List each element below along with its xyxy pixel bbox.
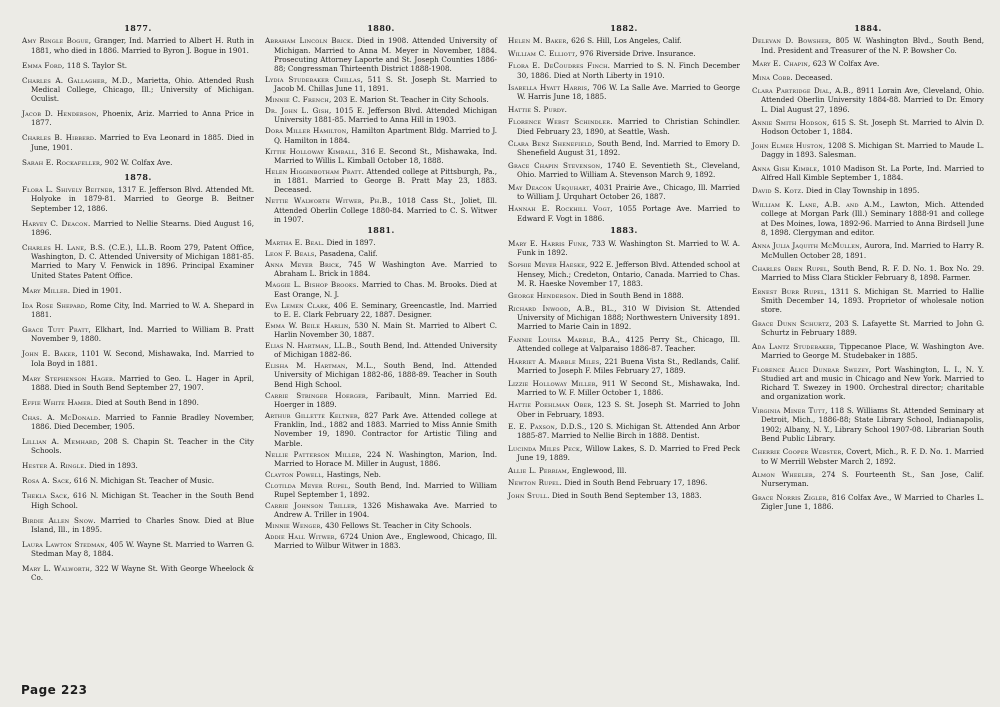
alumni-details: 816 Colfax Ave., W Married to Charles L. Zigler June 1, 1886. (761, 492, 984, 512)
alumni-name: Nellie Patterson Miller, (265, 449, 362, 459)
alumni-name: Helen Higginbotham Pratt. (265, 166, 365, 176)
alumni-details: 203 E. Marion St. Teacher in City Schools. (331, 95, 489, 105)
alumni-entry (22, 243, 254, 280)
alumni-details: Died in South Bend September 13, 1883. (549, 490, 702, 500)
column-1 (22, 22, 254, 588)
alumni-name: Grace Tutt Pratt, (22, 324, 91, 334)
alumni-name: Laura Lawton Stedman, (22, 539, 108, 549)
alumni-details: Attended college at Pittsburgh, Pa., in 1881. Married to George B. Pratt May 23, 1883. Deceased. (274, 166, 497, 195)
alumni-entry (265, 36, 497, 73)
alumni-name: Nettie Walworth Witwer, Ph.B., (265, 196, 393, 206)
alumni-entry (265, 147, 497, 166)
alumni-details: South Bend, Ind. Married to William Rupel September 1, 1892. (274, 480, 497, 499)
alumni-details: 530 N. Main St. Married to Albert C. Harlin November 30, 1887. (274, 320, 497, 340)
alumni-details: Married to S. N. Finch December 30, 1886. Died at North Liberty in 1910. (517, 61, 740, 80)
alumni-details: 203 S. Lafayette St. Married to John G. Schurtz in February 1889. (761, 318, 984, 338)
alumni-name: Thekla Sack, (22, 491, 70, 501)
alumni-name: Helen M. Baker, (508, 36, 569, 46)
alumni-details: 616 N. Michigan St. Teacher in the South Bend High School. (31, 491, 254, 510)
alumni-name: Mary L. Walworth, (22, 564, 93, 574)
alumni-entry (752, 200, 984, 237)
alumni-entry (265, 280, 497, 299)
alumni-entry (265, 238, 497, 247)
alumni-name: Jacob D. Henderson, (22, 109, 99, 119)
alumni-details: Married to Geo. L. Hager in April, 1888. Died in South Bend September 27, 1907. (31, 373, 254, 392)
alumni-entry (22, 61, 254, 70)
alumni-name: Flora L. Shively Beitner, (22, 184, 116, 194)
alumni-entry (22, 185, 254, 213)
alumni-entry (508, 204, 740, 223)
alumni-details: Phoenix, Ariz. Married to Anna Price in 1877. (31, 109, 254, 128)
alumni-name: Emma W. Beile Harlin, (265, 320, 351, 330)
alumni-name: Delevan D. Bowsher, (752, 36, 832, 46)
alumni-details: Faribault, Minn. Married Ed. Hoerger in 1889. (274, 390, 497, 409)
alumni-details: Deceased. (792, 72, 833, 82)
alumni-details: 1101 W. Second, Mishawaka, Ind. Married to Iola Boyd in 1881. (31, 349, 254, 368)
alumni-details: 745 W Washington Ave. Married to Abraham L. Brick in 1884. (274, 260, 497, 279)
alumni-details: 310 W Division St. Attended University of Michigan 1888; Northwestern University 1891. Married to Marie Cain in 1892. (517, 303, 741, 332)
alumni-entry (508, 36, 740, 45)
alumni-entry (265, 106, 497, 125)
alumni-details: Married to Eva Leonard in 1885. Died in June, 1901. (31, 133, 254, 152)
alumni-details: Covert, Mich., R. F. D. No. 1. Married to W Merrill Webster March 2, 1892. (761, 447, 984, 466)
alumni-name: John Elmer Huston, (752, 140, 826, 150)
alumni-entry (752, 365, 984, 402)
alumni-entry (508, 335, 740, 354)
alumni-name: Clayton Powell, (265, 469, 325, 479)
alumni-details: 430 Fellows St. Teacher in City Schools. (322, 521, 472, 531)
alumni-entry (752, 73, 984, 82)
alumni-entry (752, 141, 984, 160)
alumni-name: Harvey C. Deacon. (22, 218, 91, 228)
alumni-entry (508, 83, 740, 102)
alumni-entry (752, 342, 984, 361)
alumni-details: Died in 1897. (324, 238, 376, 248)
alumni-details: Tippecanoe Place, W. Washington Ave. Married to George M. Studebaker in 1885. (761, 341, 984, 361)
column-4 (752, 22, 984, 516)
alumni-details: Died in South Bend February 17, 1896. (562, 478, 708, 488)
alumni-name: Rosa A. Sack, (22, 476, 72, 486)
alumni-entry (22, 540, 254, 559)
alumni-details: 221 Buena Vista St., Redlands, Calif. Married to Joseph F. Miles February 27, 1889. (517, 356, 740, 376)
class-year-heading: 1878. (124, 171, 152, 182)
alumni-details: 827 Park Ave. Attended college at Franklin, Ind., 1882 and 1883. Married to Miss Annie Smith November 19, 1890. Contractor for Artistic Tiling and Marble. (274, 410, 497, 448)
alumni-details: 120 S. Michigan St. Attended Ann Arbor 1885-87. Married to Nellie Birch in 1888. Dentist. (517, 422, 740, 441)
alumni-details: Married to Christian Schindler. Died February 23, 1890, at Seattle, Wash. (517, 117, 741, 136)
alumni-entry (752, 186, 984, 195)
alumni-entry (22, 36, 254, 55)
alumni-name: Richard Inwood, A.B., BL., (508, 303, 617, 313)
alumni-name: Anna Meyer Brick, (265, 260, 342, 270)
alumni-entry (508, 400, 740, 419)
alumni-name: Anna Gish Kimble, (752, 163, 820, 173)
alumni-name: May Deacon Urquhart, (508, 182, 593, 192)
alumni-entry (22, 516, 254, 535)
class-year-heading: 1877. (124, 23, 152, 33)
alumni-name: Lucinda Miles Peck, (508, 443, 583, 453)
class-year-heading: 1884. (854, 23, 882, 33)
alumni-name: Ida Rose Shepard, (22, 300, 88, 310)
alumni-entry (752, 241, 984, 260)
page-number: Page 223 (21, 683, 88, 697)
alumni-details: Hamilton Apartment Bldg. Married to J. Q. Hamilton in 1884. (274, 126, 497, 145)
alumni-name: Leon F. Beals, (265, 249, 317, 259)
alumni-entry (22, 413, 254, 432)
alumni-entry (508, 61, 740, 80)
alumni-details: 1055 Portage Ave. Married to Edward F. Vogt in 1886. (517, 204, 740, 223)
alumni-details: Aurora, Ind. Married to Harry R. McMullen October 28, 1891. (761, 241, 984, 260)
alumni-details: 1311 S. Michigan St. Married to Hallie Smith December 14, 1893. Proprietor of wholesale notion store. (761, 286, 984, 315)
alumni-name: Kittie Holloway Kimball, (265, 146, 358, 156)
alumni-details: South Bend, R. F. D. No. 1. Box No. 29. Married to Miss Clara Stickler February 8, 1898. Farmer. (761, 264, 984, 283)
alumni-entry (265, 167, 497, 195)
alumni-entry (508, 422, 740, 441)
alumni-entry (508, 117, 740, 136)
alumni-name: Elias N. Hartman, LL.B., (265, 340, 357, 350)
alumni-details: South Bend, Ind. Attended University of Michigan 1882-86. (274, 340, 498, 360)
alumni-details: Granger, Ind. Married to Albert H. Ruth in 1881, who died in 1886. Married to Byron J. Bogue in 1901. (31, 36, 254, 55)
alumni-name: Abraham Lincoln Brick. (265, 36, 354, 46)
alumni-entry (508, 49, 740, 58)
alumni-name: Carrie Johnson Triller, (265, 500, 358, 510)
alumni-details: Elkhart, Ind. Married to William B. Pratt November 9, 1880. (31, 324, 254, 344)
alumni-entry (752, 447, 984, 466)
alumni-entry (265, 470, 497, 479)
alumni-entry (508, 478, 740, 487)
alumni-entry (22, 301, 254, 320)
alumni-details: 1317 E. Jefferson Blvd. Attended Mt. Holyoke in 1879-81. Married to George B. Beitner September 12, 1886. (31, 184, 254, 213)
alumni-name: Charles H. Lane, B.S. (C.E.), LL.B. (22, 242, 157, 252)
alumni-details: South Bend, Ind. Married to Emory D. Shenefield August 31, 1892. (517, 139, 740, 158)
alumni-details: Pasadena, Calif. (317, 249, 378, 259)
alumni-details: 1326 Mishawaka Ave. Married to Andrew A. Triller in 1904. (274, 500, 497, 520)
alumni-details: 316 E. Second St., Mishawaka, Ind. Married to Willis L. Kimball October 18, 1888. (274, 146, 497, 165)
alumni-entry (22, 564, 254, 583)
alumni-details: Died in Clay Township in 1895. (803, 186, 920, 196)
alumni-entry (508, 239, 740, 258)
alumni-details: 706 W. La Salle Ave. Married to George W. Harris June 18, 1885. (517, 83, 740, 102)
alumni-details: 616 N. Michigan St. Teacher of Music. (71, 476, 215, 486)
alumni-name: Maggie L. Bishop Brooks. (265, 280, 359, 290)
alumni-name: George Henderson. (508, 291, 579, 301)
alumni-details: 4125 Perry St., Chicago, Ill. Attended college at Valparaiso 1886-87. Teacher. (517, 334, 741, 354)
alumni-details: 4031 Prairie Ave., Chicago, Ill. Married to William J. Urquhart October 26, 1887. (517, 182, 740, 201)
alumni-details: Room 279, Patent Office, Washington, D. C. Attended University of Michigan 1881-85. Married to Mary V. Fenwick in 1896. Principal Examiner United States Patent Office. (31, 242, 255, 280)
alumni-details: 1010 Madison St. La Porte, Ind. Married to Alfred Hall Kimble September 1, 1884. (761, 163, 984, 182)
alumni-name: Clara Benz Shenefield, (508, 139, 595, 149)
alumni-name: Effie White Hamer. (22, 397, 94, 407)
alumni-name: Martha E. Beal. (265, 238, 325, 248)
alumni-details: 615 S. St. Joseph St. Married to Alvin D. Hodson October 1, 1884. (761, 118, 984, 137)
alumni-name: Mary Stephenson Hager. (22, 373, 116, 383)
alumni-name: Chas. A. McDonald. (22, 412, 101, 422)
alumni-name: Hattie S. Purdy. (508, 104, 568, 114)
alumni-name: Amy Ringle Bogue, (22, 36, 92, 46)
alumni-entry (22, 286, 254, 295)
alumni-name: E. E. Paxson, D.D.S., (508, 422, 587, 432)
alumni-name: Flora E. DeCoudres Finch. (508, 61, 611, 71)
alumni-name: William K. Lane, A.B. and A.M., (752, 199, 885, 209)
alumni-name: Emma Ford, (22, 60, 65, 70)
alumni-entry (508, 260, 740, 288)
alumni-entry (508, 105, 740, 114)
alumni-entry (265, 75, 497, 94)
alumni-details: Married to Charles Snow. Died at Blue Island, Ill., in 1895. (31, 515, 254, 534)
alumni-name: Virginia Miner Tutt, (752, 405, 828, 415)
alumni-entry (265, 361, 497, 389)
alumni-entry (22, 133, 254, 152)
alumni-name: Dora Miller Hamilton, (265, 126, 349, 136)
alumni-entry (265, 501, 497, 520)
alumni-details: 623 W Colfax Ave. (810, 59, 880, 69)
alumni-name: Annie Smith Hodson, (752, 118, 830, 128)
alumni-details: Married to Chas. M. Brooks. Died at East Orange, N. J. (274, 280, 497, 299)
alumni-entry (752, 59, 984, 68)
alumni-entry (22, 374, 254, 393)
alumni-details: 118 S. Taylor St. (64, 60, 128, 70)
alumni-entry (22, 461, 254, 470)
alumni-name: Allie L. Perriam, (508, 465, 570, 475)
alumni-name: Grace Norris Zigler, (752, 492, 830, 502)
alumni-name: Birdie Allen Snow. (22, 515, 96, 525)
alumni-name: David S. Kotz. (752, 186, 804, 196)
alumni-entry (752, 470, 984, 489)
alumni-name: Clotilda Meyer Rupel, (265, 480, 351, 490)
alumni-name: Carrie Stringer Hoerger, (265, 390, 369, 400)
alumni-details: 118 S. Williams St. Attended Seminary at Detroit, Mich., 1886-88; State Library School, Indianapolis, 1902; Albany, N. Y., Library School 1907-08. Librarian South Bend Public Library. (761, 405, 985, 443)
alumni-details: Married to Nellie Stearns. Died August 16, 1896. (31, 218, 254, 237)
alumni-name: Sophie Meyer Haeske, (508, 260, 588, 270)
column-3 (508, 22, 740, 503)
alumni-entry (752, 406, 984, 443)
alumni-name: Hattie Poehlman Ober, (508, 400, 594, 410)
alumni-details: Died in 1908. Attended University of Michigan. Married to Anna M. Meyer in November, 1884. Prosecuting Attorney Laporte and St. Joseph Counties 1886-88; Congressman Thirteenth District 1888-1908. (274, 36, 498, 74)
alumni-entry (508, 491, 740, 500)
alumni-details: Married to Fannie Bradley November, 1886. Died December, 1905. (31, 412, 254, 432)
alumni-name: Anna Julia Jaquith McMullen, (752, 241, 863, 251)
alumni-entry (22, 398, 254, 407)
alumni-name: Hannah E. Rockhill Vogt, (508, 204, 613, 214)
alumni-entry (22, 476, 254, 485)
alumni-entry (752, 86, 984, 114)
alumni-name: John Stull. (508, 490, 550, 500)
alumni-entry (265, 532, 497, 551)
alumni-name: Charles B. Hibberd. (22, 133, 97, 143)
alumni-name: Fannie Louisa Marble, B.A., (508, 334, 621, 344)
alumni-name: Ernest Burr Rupel, (752, 286, 827, 296)
alumni-name: Lizzie Holloway Miller, (508, 378, 599, 388)
alumni-entry (265, 260, 497, 279)
alumni-details: 208 S. Chapin St. Teacher in the City Schools. (31, 437, 254, 456)
alumni-entry (508, 291, 740, 300)
alumni-name: Eva Lemen Clark, (265, 300, 331, 310)
alumni-name: Hester A. Ringle. (22, 461, 87, 471)
alumni-entry (752, 118, 984, 137)
alumni-name: Ada Lantz Studebaker, (752, 341, 837, 351)
alumni-details: 902 W. Colfax Ave. (102, 157, 173, 167)
alumni-name: Arthur Gillette Keltner, (265, 410, 361, 420)
alumni-details: 922 E. Jefferson Blvd. Attended school at Hensey, Mich.; Credeton, Ontario, Canada. Married to Chas. M. R. Haeske November 17, 1883. (517, 260, 740, 288)
alumni-details: 805 W. Washington Blvd., South Bend, Ind. President and Treasurer of the N. P. Bowsher Co. (761, 36, 985, 55)
alumni-name: Cherrie Cooper Webster, (752, 447, 844, 457)
alumni-details: 626 S. Hill, Los Angeles, Calif. (568, 36, 682, 46)
alumni-details: 406 E. Seminary, Greencastle, Ind. Married to E. E. Clark February 22, 1887. Designer. (274, 300, 497, 319)
alumni-details: 123 S. St. Joseph St. Married to John Ober in February, 1893. (517, 400, 740, 419)
class-year-heading: 1881. (367, 225, 395, 236)
alumni-name: Elisha M. Hartman, M.L., (265, 361, 376, 371)
alumni-entry (752, 493, 984, 512)
alumni-details: 1208 S. Michigan St. Married to Maude L. Daggy in 1893. Salesman. (761, 140, 984, 160)
alumni-details: Died in South Bend in 1888. (578, 291, 684, 301)
alumni-entry (265, 481, 497, 500)
alumni-entry (752, 164, 984, 183)
alumni-entry (508, 466, 740, 475)
alumni-entry (265, 95, 497, 104)
alumni-entry (22, 76, 254, 104)
alumni-details: 224 N. Washington, Marion, Ind. Married to Horace M. Miller in August, 1886. (274, 449, 497, 468)
alumni-entry (508, 161, 740, 180)
alumni-details: Hastings, Neb. (324, 469, 381, 479)
class-year-heading: 1880. (367, 23, 395, 33)
alumni-details: Rome City, Ind. Married to W. A. Shepard in 1881. (31, 300, 254, 319)
alumni-details: 511 S. St. Joseph St. Married to Jacob M. Chillas June 11, 1891. (274, 75, 497, 94)
alumni-name: Almon Wheeler, (752, 470, 816, 480)
alumni-name: Mary E. Harris Funk, (508, 238, 589, 248)
alumni-details: 8911 Lorain Ave, Cleveland, Ohio. Attended Oberlin University 1884-88. Married to Dr. Emory L. Dial August 27, 1896. (761, 86, 984, 114)
alumni-name: Florence Webst Schindler. (508, 117, 613, 127)
alumni-name: Lillian A. Memhard, (22, 437, 100, 447)
alumni-entry (22, 158, 254, 167)
alumni-name: Clara Partridge Dial, A.B., (752, 86, 854, 96)
alumni-name: William C. Elliott, (508, 48, 578, 58)
alumni-entry (265, 126, 497, 145)
alumni-entry (508, 183, 740, 202)
alumni-entry (508, 379, 740, 398)
alumni-entry (22, 491, 254, 510)
alumni-name: Grace Dunn Schurtz, (752, 318, 832, 328)
alumni-entry (265, 301, 497, 320)
column-2 (265, 22, 497, 552)
alumni-name: John E. Baker, (22, 349, 78, 359)
alumni-entry (22, 109, 254, 128)
alumni-name: Newton Rupel. (508, 478, 563, 488)
alumni-entry (265, 450, 497, 469)
alumni-details: Died at South Bend in 1890. (93, 397, 199, 407)
alumni-entry (265, 249, 497, 258)
alumni-details: 911 W Second St., Mishawaka, Ind. Married to W. F. Miller October 1, 1886. (517, 378, 740, 397)
alumni-entry (752, 36, 984, 55)
alumni-entry (752, 264, 984, 283)
alumni-details: Willow Lakes, S. D. Married to Fred Peck June 19, 1889. (517, 443, 740, 463)
alumni-details: 6724 Union Ave., Englewood, Chicago, Ill. Married to Wilbur Witwer in 1883. (274, 531, 497, 551)
alumni-entry (22, 219, 254, 238)
alumni-entry (22, 349, 254, 368)
alumni-name: Charles Oren Rupel, (752, 264, 830, 274)
alumni-name: Harriet A. Marble Miles, (508, 356, 602, 366)
alumni-name: Florence Alice Dunbar Swezey, (752, 364, 872, 374)
alumni-entry (265, 521, 497, 530)
alumni-details: 1740 E. Seventieth St., Cleveland, Ohio. Married to William A. Stevenson March 9, 1892. (517, 160, 740, 180)
alumni-details: Died in 1893. (86, 461, 138, 471)
class-year-heading: 1882. (610, 23, 638, 33)
alumni-details: Lawton, Mich. Attended college at Morgan Park (Ill.) Seminary 1888-91 and college at Des Moines, Iowa, 1892-96. Married to Anna Birdsell June 8, 1898. Clergyman and editor. (761, 199, 984, 237)
alumni-name: Addie Hall Witwer, (265, 531, 338, 541)
alumni-details: 274 S. Fourteenth St., San Jose, Calif. Nurseryman. (761, 470, 984, 489)
alumni-entry (752, 319, 984, 338)
alumni-entry (265, 391, 497, 410)
alumni-entry (508, 357, 740, 376)
alumni-details: 1015 E. Jefferson Blvd. Attended Michigan University 1881-85. Married to Anna Hill in 1903. (274, 106, 497, 125)
alumni-entry (752, 287, 984, 315)
alumni-entry (265, 321, 497, 340)
alumni-details: 405 W. Wayne St. Married to Warren G. Stedman May 8, 1884. (31, 539, 254, 559)
alumni-entry (508, 139, 740, 158)
alumni-entry (265, 411, 497, 448)
alumni-entry (22, 437, 254, 456)
alumni-details: Port Washington, L. I., N. Y. Studied art and music in Chicago and New York. Married to Richard T. Swezey in 1900. Orchestral director; charitable and organization work. (761, 364, 984, 402)
alumni-details: South Bend, Ind. Attended University of Michigan 1882-86, 1888-89. Teacher in South Bend High School. (274, 361, 497, 389)
alumni-details: 733 W. Washington St. Married to W. A. Funk in 1892. (517, 238, 740, 257)
alumni-entry (508, 304, 740, 332)
alumni-details: Englewood, Ill. (569, 465, 627, 475)
alumni-name: Lydia Studebaker Chillas, (265, 75, 364, 85)
alumni-entry (22, 325, 254, 344)
alumni-details: 976 Riverside Drive. Insurance. (577, 48, 696, 58)
alumni-name: Mary E. Chapin, (752, 59, 811, 69)
alumni-entry (265, 196, 497, 224)
alumni-name: Grace Chapin Stevenson, (508, 160, 603, 170)
alumni-name: Dr. John L. Gish, (265, 106, 332, 116)
alumni-details: 322 W Wayne St. With George Wheelock & Co. (31, 564, 254, 583)
alumni-details: 1018 Cass St., Joliet, Ill. Attended Oberlin College 1880-84. Married to C. S. Witwer in 1907. (274, 196, 497, 224)
alumni-name: Charles A. Gallagher, M.D., (22, 75, 133, 85)
alumni-name: Sarah E. Rockafeller, (22, 157, 103, 167)
class-year-heading: 1883. (610, 225, 638, 236)
alumni-details: Died in 1901. (70, 285, 122, 295)
alumni-details: Marietta, Ohio. Attended Rush Medical College, Chicago, Ill.; University of Michigan. Oculist. (31, 75, 254, 104)
alumni-name: Minnie C. French, (265, 95, 332, 105)
alumni-name: Isabella Hyatt Harris, (508, 83, 590, 93)
alumni-name: Mina Cobb. (752, 72, 793, 82)
alumni-entry (508, 444, 740, 463)
alumni-entry (265, 341, 497, 360)
alumni-name: Mary Miller. (22, 285, 71, 295)
alumni-name: Minnie Wenger, (265, 521, 323, 531)
